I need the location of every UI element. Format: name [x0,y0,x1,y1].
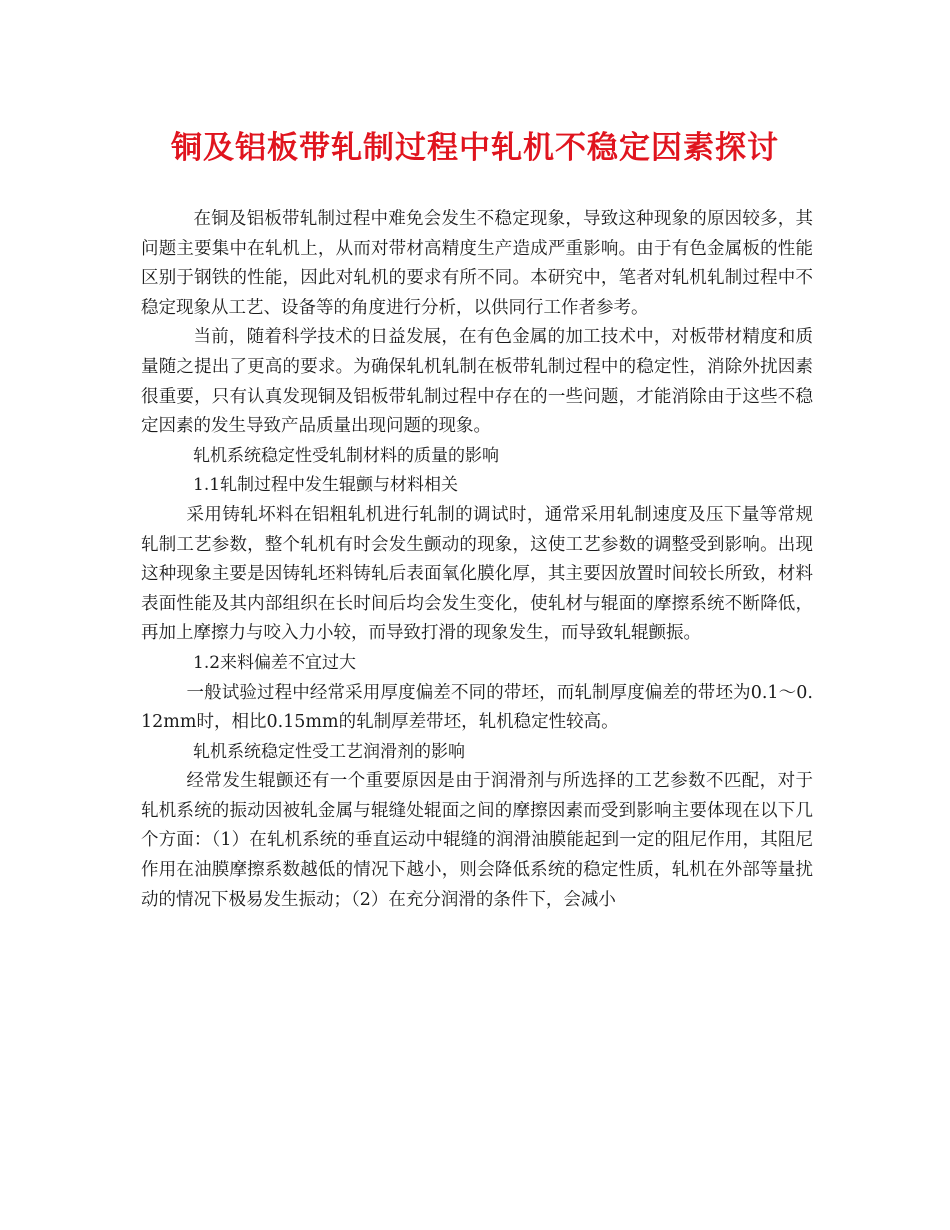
paragraph-lubricant: 经常发生辊颤还有一个重要原因是由于润滑剂与所选择的工艺参数不匹配，对于轧机系统的振动因被轧金属与辊缝处辊面之间的摩擦因素而受到影响主要体现在以下几个方面：（1）在轧机系统的垂直运动中辊缝的润滑油膜能起到一定的阻尼作用，其阻尼作用在油膜摩擦系数越低的情况下越小，则会降低系统的稳定性质，轧机在外部等量扰动的情况下极易发生振动；（2）在充分润滑的条件下，会减小 [141,771,813,910]
document-body [141,205,813,915]
section-heading-material: 轧机系统稳定性受轧制材料的质量的影响 [193,445,499,466]
section-heading-lubricant: 轧机系统稳定性受工艺润滑剂的影响 [193,741,465,762]
paragraph-intro: 在铜及铝板带轧制过程中难免会发生不稳定现象，导致这种现象的原因较多，其问题主要集中在轧机上，从而对带材高精度生产造成严重影响。由于有色金属板的性能区别于钢铁的性能，因此对轧机的要求有所不同。本研究中，笔者对轧机轧制过程中不稳定现象从工艺、设备等的角度进行分析，以供同行工作者参考。 [141,209,813,318]
paragraph-background: 当前，随着科学技术的日益发展，在有色金属的加工技术中，对板带材精度和质量随之提出了更高的要求。为确保轧机轧制在板带轧制过程中的稳定性，消除外扰因素很重要，只有认真发现铜及铝板带轧制过程中存在的一些问题，才能消除由于这些不稳定因素的发生导致产品质量出现问题的现象。 [141,327,813,437]
subsection-heading-1-1: 1.1轧制过程中发生辊颤与材料相关 [193,475,459,496]
document-title: 铜及铝板带轧制过程中轧机不稳定因素探讨 [171,130,779,166]
subsection-heading-1-2: 1.2来料偏差不宜过大 [193,652,357,673]
paragraph-thickness-deviation: 一般试验过程中经常采用厚度偏差不同的带坯，而轧制厚度偏差的带坯为0.1～0.12mm时，相比0.15mm的轧制厚差带坯，轧机稳定性较高。 [141,682,813,733]
paragraph-roll-chatter: 采用铸轧坏料在铝粗轧机进行轧制的调试时，通常采用轧制速度及压下量等常规轧制工艺参数，整个轧机有时会发生颤动的现象，这使工艺参数的调整受到影响。出现这种现象主要是因铸轧坯料铸轧后表面氧化膜化厚，其主要因放置时间较长所致，材料表面性能及其内部组织在长时间后均会发生变化，使轧材与辊面的摩擦系统不断降低，再加上摩擦力与咬入力小较，而导致打滑的现象发生，而导致轧辊颤振。 [141,504,813,644]
